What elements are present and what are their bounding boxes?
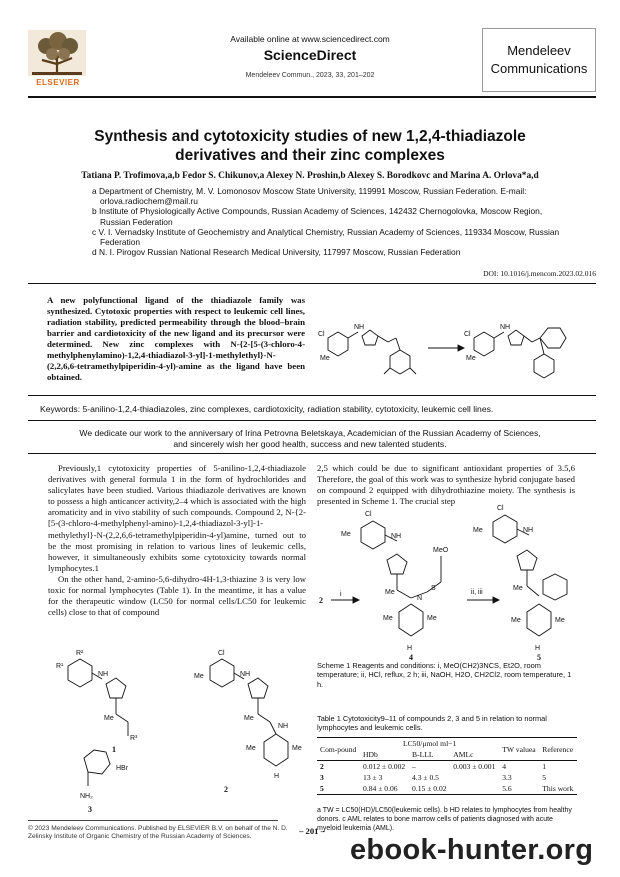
svg-text:i: i (340, 591, 342, 598)
table-cell: 1 (542, 762, 547, 771)
svg-text:Me: Me (473, 527, 483, 534)
table-cell (450, 772, 499, 783)
keywords (40, 404, 600, 415)
svg-text:Me: Me (385, 589, 395, 596)
svg-text:H: H (535, 645, 541, 652)
table-cell: 5.6 (499, 783, 539, 795)
svg-text:Me: Me (511, 617, 521, 624)
table-row (317, 761, 577, 773)
svg-text:NH: NH (523, 527, 534, 534)
table-cell: 0.003 ± 0.001 (453, 762, 496, 771)
affiliation-c: c V. I. Vernadsky Institute of Geochemistry and Analytical Chemistry, Russian Academy of Sciences, 119334 Moscow, Russian Federation (92, 226, 560, 248)
table-cell: 0.012 ± 0.002 (363, 762, 406, 771)
svg-text:Cl: Cl (218, 650, 225, 657)
table-cell: – (412, 762, 416, 771)
svg-text:N: N (417, 595, 423, 602)
page-number: – 201 – (299, 826, 325, 836)
svg-text:5: 5 (537, 653, 541, 660)
svg-text:Me: Me (320, 355, 330, 362)
article-title-line-1: Synthesis and cytotoxicity studies of new 1,2,4-thiadiazole (94, 128, 526, 145)
svg-text:1: 1 (112, 745, 116, 754)
article-title (60, 127, 560, 165)
divider (28, 283, 596, 284)
svg-text:Me: Me (244, 715, 254, 722)
svg-text:Cl: Cl (318, 331, 325, 338)
svg-text:Me: Me (341, 531, 351, 538)
svg-text:S: S (431, 585, 436, 592)
affiliations (92, 186, 572, 257)
svg-text:H: H (274, 773, 280, 780)
watermark: ebook-hunter.org (350, 834, 594, 866)
svg-text:Cl: Cl (365, 511, 372, 518)
affiliation-d: d N. I. Pirogov Russian National Research Medical University, 117997 Moscow, Russian Federation (92, 247, 461, 258)
body-paragraph: Previously,1 cytotoxicity properties of 5-anilino-1,2,4-thiadiazole derivatives with general formula 1 in the form of hydrochlorides and salicylates have been studied. Various thiadiazole derivatives are known to possess a high anticancer activity,2–4 which is associated with the high aromaticity and in vivo stability of such compounds. Compound 2, N-{2-[5-(3-chloro-4-methylphenyl-amino)-1,2,4-thiadiazol-3-yl]-1-methylethyl}-N-(2,2,6,6-tetramethylpiperidin-4-yl)amine, turned out to be the most promising in relation to various lines of leukemic cells, however, it simultaneously exhibits some cytotoxicity towards normal lymphocytes.1 (48, 463, 306, 573)
affiliation-b: b Institute of Physiologically Active Compounds, Russian Academy of Sciences, 142432 Chernogolovka, Moscow Region, Russian Federation (92, 206, 543, 227)
journal-title-line-2: Communications (490, 61, 588, 76)
dedication-line-1: We dedicate our work to the anniversary of Irina Petrovna Beletskaya, Academician of the Russian Academy of Sciences, (79, 428, 541, 438)
scheme-caption: Scheme 1 Reagents and conditions: i, MeO(CH2)3NCS, Et2O, room temperature; ii, HCl, reflux, 2 h; iii, NaOH, H2O, CH2Cl2, room temperature, 1 h. (317, 661, 572, 689)
table-caption: Table 1 Cytotoxicity9–11 of compounds 2, 3 and 5 in relation to normal lymphocytes and leukemic cells. (317, 714, 547, 733)
svg-text:Cl: Cl (497, 505, 504, 512)
keywords-label: Keywords: (40, 404, 81, 414)
svg-text:Me: Me (513, 585, 523, 592)
cytotoxicity-table (317, 737, 577, 795)
svg-text:4: 4 (409, 653, 413, 660)
table-cell: 5 (317, 783, 360, 795)
doi-link[interactable]: DOI: 10.1016/j.mencom.2023.02.016 (483, 269, 596, 278)
table-row (317, 783, 577, 795)
svg-text:Me: Me (246, 745, 256, 752)
abstract-text: A new polyfunctional ligand of the thiadiazole family was synthesized. Cytotoxic properties with respect to leukemic cell lines, radiation stability, predicted permeability through the blood–brain barrier and cardiotoxicity of the new ligand and its precursor were determined. New zinc complexes with N-{2-[5-(3-chloro-4-methylphenylamino)-1,2,4-thiadiazol-3-yl]-1-methylethyl}-N-(2,2,6,6-tetramethylpiperidin-4-yl)-amine as the ligand have been obtained. (47, 295, 305, 382)
scheme-1-graphic (317, 500, 577, 660)
table-header-reference: Reference (539, 738, 577, 761)
svg-text:Me: Me (466, 355, 476, 362)
svg-text:Me: Me (104, 715, 114, 722)
body-column-left (48, 463, 306, 618)
elsevier-wordmark: ELSEVIER (36, 78, 80, 87)
graphical-abstract-reaction (318, 298, 580, 390)
table-cell: 2 (320, 762, 324, 771)
table-cell: 3 (320, 773, 324, 782)
journal-title-line-1: Mendeleev (507, 43, 571, 58)
author-list: Tatiana P. Trofimova,a,b Fedor S. Chikunov,a Alexey N. Proshin,b Alexey S. Borodkovc and Marina A. Orlova*a,d (81, 171, 539, 181)
table-header-aml: AMLc (450, 749, 499, 761)
journal-citation: Mendeleev Commun., 2023, 33, 201–202 (245, 72, 375, 79)
table-cell: 5 (542, 773, 547, 782)
table-cell: 4.3 ± 0.5 (412, 773, 439, 782)
svg-text:NH: NH (354, 324, 365, 331)
keywords-list: 5-anilino-1,2,4-thiadiazoles, zinc complexes, cardiotoxicity, radiation stability, cytotoxicity, leukemic cell lines. (82, 404, 494, 414)
svg-text:Cl: Cl (464, 331, 471, 338)
affiliation-a: a Department of Chemistry, M. V. Lomonosov Moscow State University, 119991 Moscow, Russian Federation. E-mail: orlova.radiochem@mail.ru (92, 186, 527, 207)
structures-1-2-3 (48, 646, 306, 816)
svg-text:R¹: R¹ (56, 663, 64, 670)
table-header-hd: HDb (360, 749, 409, 761)
table-row (317, 772, 577, 783)
header-divider (28, 96, 596, 98)
table-header-compound: Com-pound (317, 738, 360, 761)
svg-text:HBr: HBr (116, 765, 129, 772)
svg-text:R³: R³ (130, 735, 138, 742)
table-cell: 0.84 ± 0.06 (360, 783, 409, 795)
svg-text:Me: Me (427, 615, 437, 622)
table-cell: 3.3 (502, 773, 512, 782)
divider (28, 420, 596, 421)
svg-text:Me: Me (292, 745, 302, 752)
svg-text:Me: Me (383, 615, 393, 622)
table-cell: 13 ± 3 (363, 773, 383, 782)
body-paragraph: On the other hand, 2-amino-5,6-dihydro-4H-1,3-thiazine 3 is very low toxic for normal lymphocytes (Table 1). In the meantime, it has a value for the therapeutic window (LC50 for normal cells/LC50 for leukemic cells) close to that of compound (48, 573, 306, 618)
table-cell: 0.15 ± 0.02 (409, 783, 450, 795)
copyright-notice: © 2023 Mendeleev Communications. Published by ELSEVIER B.V. on behalf of the N. D. Zelinsky Institute of Organic Chemistry of the Russian Academy of Sciences. (28, 825, 288, 841)
table-footnote: a TW = LC50(HD)/LC50(leukemic cells). b HD relates to lymphocytes from healthy donors. c AML relates to bone marrow cells of patients diagnosed with acute myeloid leukemia (AML). (317, 807, 572, 832)
svg-text:ii, iii: ii, iii (471, 589, 483, 596)
table-cell (450, 783, 499, 795)
table-cell: 4 (502, 762, 507, 771)
journal-title-box (482, 28, 596, 92)
svg-text:R²: R² (76, 650, 84, 657)
footer-divider (28, 820, 278, 821)
svg-text:NH: NH (278, 723, 289, 730)
svg-text:H: H (407, 645, 413, 652)
divider (28, 453, 596, 454)
svg-text:NH: NH (98, 671, 109, 678)
svg-text:Me: Me (555, 617, 565, 624)
svg-text:Me: Me (194, 673, 204, 680)
body-paragraph: 2,5 which could be due to significant antioxidant properties of 3.5,6 Therefore, the goal of this work was to synthesize hybrid conjugate based on compound 2 equipped with dihydrothiazine moiety. The synthesis is presented in Scheme 1. The crucial step (317, 463, 575, 507)
svg-text:2: 2 (224, 785, 228, 794)
svg-text:2: 2 (319, 596, 323, 605)
svg-text:NH: NH (240, 671, 251, 678)
table-cell: This work (539, 783, 577, 795)
svg-text:MeO: MeO (433, 547, 449, 554)
svg-text:3: 3 (88, 805, 92, 814)
table-header-blll: B-LLL (409, 749, 450, 761)
svg-text:NH: NH (500, 324, 511, 331)
svg-text:NH: NH (391, 533, 402, 540)
available-online-line[interactable]: Available online at www.sciencedirect.com (230, 34, 390, 44)
dedication-line-2: and sincerely wish her good health, success and new talented students. (173, 439, 447, 450)
divider (28, 395, 596, 396)
article-title-line-2: derivatives and their zinc complexes (175, 147, 445, 164)
sciencedirect-brand: ScienceDirect (263, 47, 357, 63)
table-header-tw: TW valuea (499, 738, 539, 761)
table-header-lc50: LC50/μmol ml−1 (360, 738, 499, 750)
svg-text:NH₂: NH₂ (80, 793, 93, 800)
dedication (40, 428, 580, 450)
